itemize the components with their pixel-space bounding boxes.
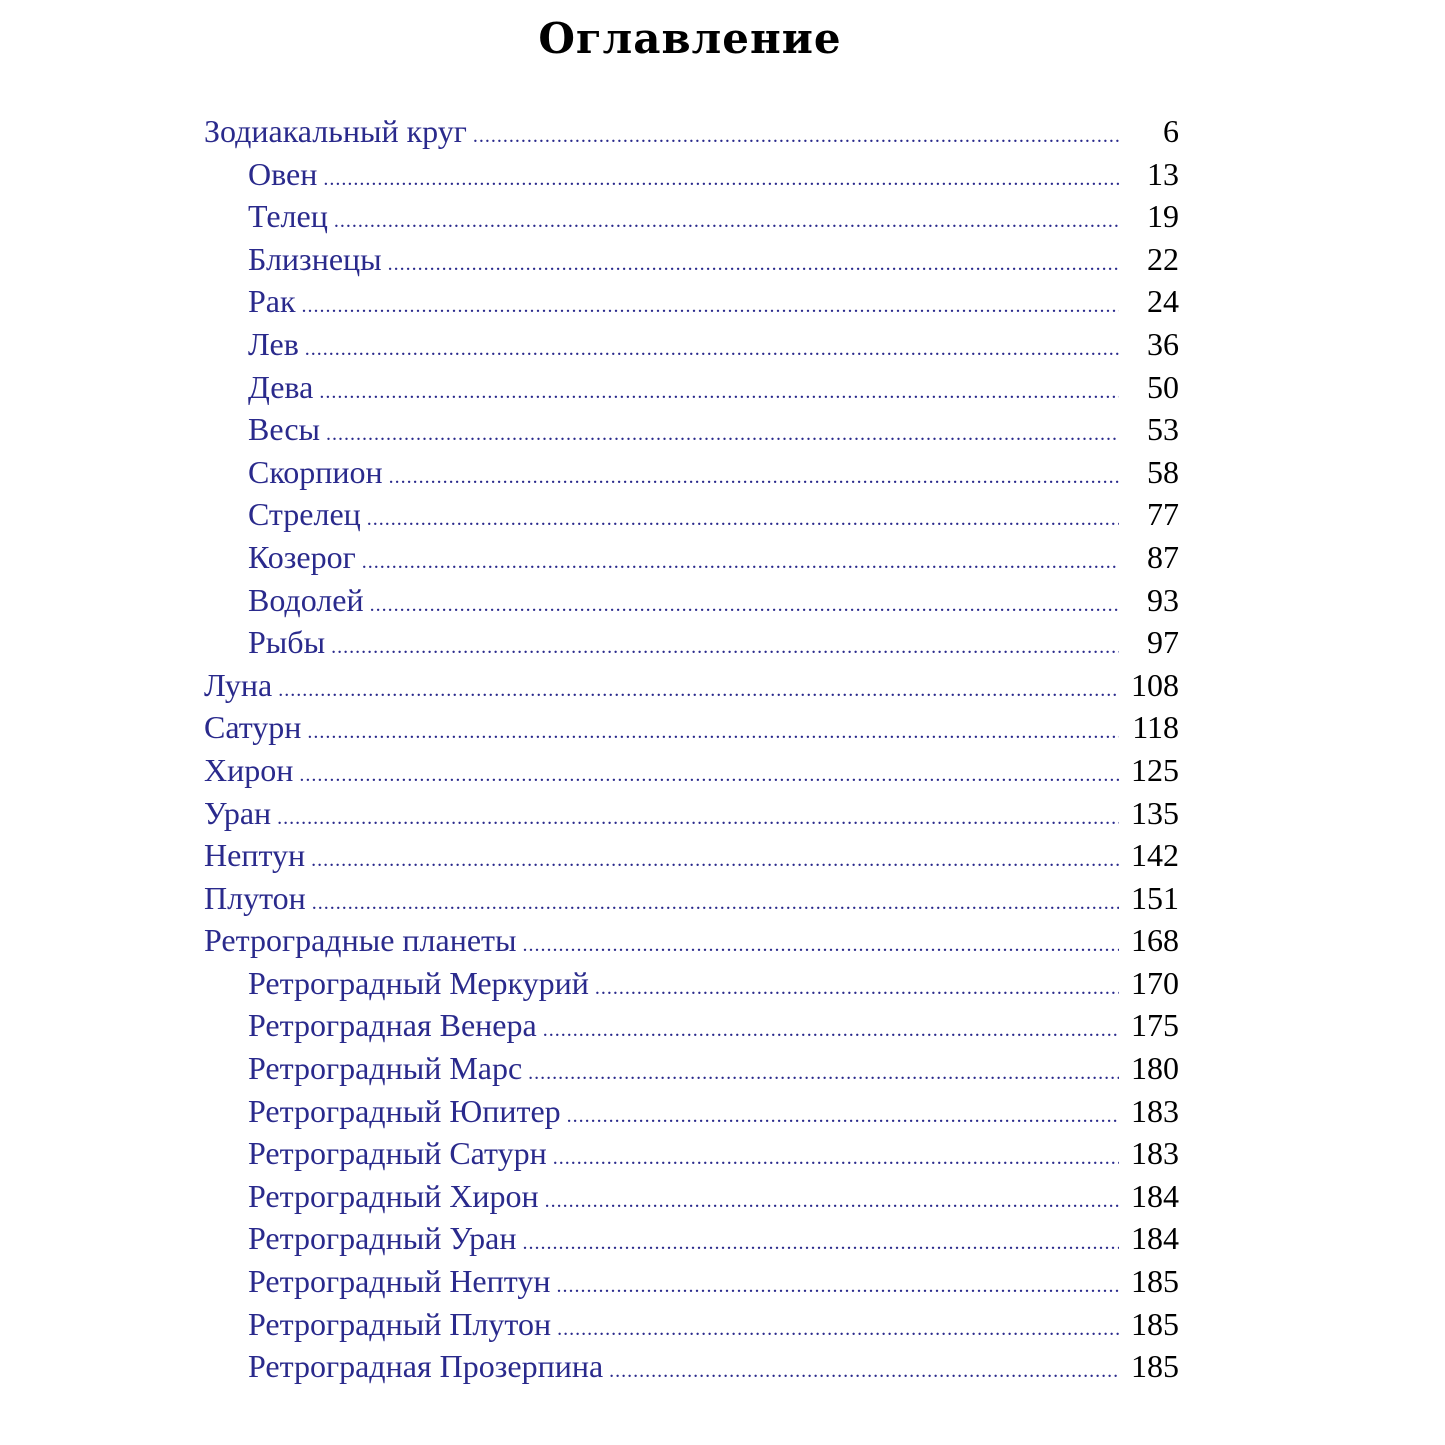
toc-entry bbox=[204, 582, 1179, 625]
toc-entry-label: Лев bbox=[248, 325, 299, 362]
dot-leader bbox=[522, 1220, 1119, 1257]
dot-leader bbox=[553, 1135, 1119, 1172]
toc-entry bbox=[204, 922, 1179, 965]
toc-entry-page-number: 19 bbox=[1147, 198, 1179, 235]
toc-entry-label: Ретроградный Сатурн bbox=[248, 1135, 547, 1172]
toc-entry bbox=[204, 411, 1179, 454]
toc-entry bbox=[204, 113, 1179, 156]
toc-entry bbox=[204, 795, 1179, 838]
dot-leader bbox=[595, 965, 1119, 1002]
dot-leader bbox=[557, 1306, 1119, 1343]
toc-entry-label: Ретроградный Меркурий bbox=[248, 964, 589, 1001]
toc-entry bbox=[204, 1178, 1179, 1221]
toc-entry-label: Хирон bbox=[204, 751, 294, 788]
toc-entry-label: Ретроградные планеты bbox=[204, 922, 517, 959]
toc-entry-label: Весы bbox=[248, 411, 321, 448]
toc-entry-page-number: 77 bbox=[1147, 496, 1179, 533]
toc-entry bbox=[204, 1007, 1179, 1050]
dot-leader bbox=[523, 922, 1120, 959]
toc-entry bbox=[204, 156, 1179, 199]
toc-entry-page-number: 175 bbox=[1131, 1007, 1179, 1044]
dot-leader bbox=[278, 667, 1119, 704]
dot-leader bbox=[543, 1007, 1119, 1044]
toc-entry bbox=[204, 369, 1179, 412]
dot-leader bbox=[473, 113, 1119, 150]
dot-leader bbox=[307, 709, 1119, 746]
toc-entry-label: Стрелец bbox=[248, 496, 361, 533]
toc-entry-label: Водолей bbox=[248, 581, 364, 618]
dot-leader bbox=[389, 454, 1119, 491]
toc-entry-label: Ретроградный Хирон bbox=[248, 1177, 539, 1214]
toc-entry-label: Дева bbox=[248, 368, 314, 405]
toc-entry-page-number: 183 bbox=[1131, 1135, 1179, 1172]
toc-entry bbox=[204, 326, 1179, 369]
toc-entry-page-number: 53 bbox=[1147, 411, 1179, 448]
toc-entry-page-number: 87 bbox=[1147, 538, 1179, 575]
toc-entry-label: Плутон bbox=[204, 879, 306, 916]
toc-entry bbox=[204, 283, 1179, 326]
toc-entry-page-number: 184 bbox=[1131, 1220, 1179, 1257]
toc-entry-label: Ретроградный Плутон bbox=[248, 1305, 552, 1342]
toc-entry bbox=[204, 1220, 1179, 1263]
toc-entry-label: Нептун bbox=[204, 837, 306, 874]
toc-entry-label: Ретроградный Уран bbox=[248, 1220, 517, 1257]
toc-entry-page-number: 118 bbox=[1132, 709, 1179, 746]
toc-entry-page-number: 168 bbox=[1131, 922, 1179, 959]
toc-entry-label: Овен bbox=[248, 155, 318, 192]
toc-entry-label: Ретроградная Венера bbox=[248, 1007, 537, 1044]
toc-entry-label: Скорпион bbox=[248, 453, 383, 490]
toc-entry bbox=[204, 1093, 1179, 1136]
toc-entry-label: Ретроградная Прозерпина bbox=[248, 1348, 604, 1385]
toc-entry bbox=[204, 198, 1179, 241]
toc-entry bbox=[204, 624, 1179, 667]
toc-entry-page-number: 50 bbox=[1147, 368, 1179, 405]
toc-entry-label: Ретроградный Марс bbox=[248, 1050, 523, 1087]
dot-leader bbox=[567, 1093, 1119, 1130]
toc-entry bbox=[204, 496, 1179, 539]
toc-entry bbox=[204, 837, 1179, 880]
toc-entry bbox=[204, 965, 1179, 1008]
toc-entry bbox=[204, 454, 1179, 497]
toc-entry-page-number: 151 bbox=[1131, 879, 1179, 916]
toc-entry-label: Рыбы bbox=[248, 624, 326, 661]
dot-leader bbox=[528, 1050, 1119, 1087]
toc-entry bbox=[204, 1135, 1179, 1178]
toc-entry-label: Ретроградный Юпитер bbox=[248, 1092, 561, 1129]
toc-entry-page-number: 125 bbox=[1131, 751, 1179, 788]
toc-entry-label: Телец bbox=[248, 198, 328, 235]
dot-leader bbox=[302, 283, 1119, 320]
toc-entry-label: Близнецы bbox=[248, 240, 382, 277]
dot-leader bbox=[312, 880, 1119, 917]
dot-leader bbox=[388, 241, 1119, 278]
dot-leader bbox=[277, 795, 1119, 832]
dot-leader bbox=[323, 156, 1119, 193]
toc-entry-page-number: 185 bbox=[1131, 1263, 1179, 1300]
toc-entry-label: Зодиакальный круг bbox=[204, 113, 467, 149]
dot-leader bbox=[311, 837, 1119, 874]
toc-entry bbox=[204, 1306, 1179, 1349]
dot-leader bbox=[362, 539, 1119, 576]
toc-entry bbox=[204, 880, 1179, 923]
toc-entry-label: Рак bbox=[248, 283, 296, 320]
toc-entry-page-number: 135 bbox=[1131, 794, 1179, 831]
table-of-contents bbox=[204, 113, 1179, 1391]
toc-entry bbox=[204, 1348, 1179, 1391]
page-title: Оглавление bbox=[538, 14, 842, 63]
dot-leader bbox=[367, 496, 1119, 533]
dot-leader bbox=[319, 369, 1119, 406]
toc-entry-page-number: 108 bbox=[1131, 666, 1179, 703]
dot-leader bbox=[545, 1178, 1119, 1215]
toc-entry-label: Луна bbox=[204, 666, 273, 703]
toc-entry-label: Козерог bbox=[248, 538, 356, 575]
toc-entry bbox=[204, 241, 1179, 284]
dot-leader bbox=[556, 1263, 1119, 1300]
dot-leader bbox=[370, 582, 1119, 619]
toc-entry bbox=[204, 539, 1179, 582]
toc-entry bbox=[204, 709, 1179, 752]
toc-entry-page-number: 24 bbox=[1147, 283, 1179, 320]
toc-entry-page-number: 13 bbox=[1147, 155, 1179, 192]
toc-entry-label: Уран bbox=[204, 794, 272, 831]
toc-entry-page-number: 185 bbox=[1131, 1305, 1179, 1342]
dot-leader bbox=[299, 752, 1119, 789]
toc-entry-page-number: 184 bbox=[1131, 1177, 1179, 1214]
dot-leader bbox=[331, 624, 1119, 661]
toc-entry bbox=[204, 667, 1179, 710]
toc-entry-page-number: 93 bbox=[1147, 581, 1179, 618]
dot-leader bbox=[305, 326, 1119, 363]
toc-entry-label: Сатурн bbox=[204, 709, 302, 746]
toc-entry-page-number: 180 bbox=[1131, 1050, 1179, 1087]
toc-entry-page-number: 170 bbox=[1131, 964, 1179, 1001]
toc-entry bbox=[204, 1263, 1179, 1306]
toc-entry-page-number: 183 bbox=[1131, 1092, 1179, 1129]
toc-entry-page-number: 58 bbox=[1147, 453, 1179, 490]
toc-entry-page-number: 6 bbox=[1163, 113, 1179, 149]
dot-leader bbox=[326, 411, 1119, 448]
toc-entry-page-number: 142 bbox=[1131, 837, 1179, 874]
dot-leader bbox=[609, 1348, 1119, 1385]
toc-entry bbox=[204, 752, 1179, 795]
toc-entry-page-number: 36 bbox=[1147, 325, 1179, 362]
toc-entry-page-number: 97 bbox=[1147, 624, 1179, 661]
toc-entry-page-number: 185 bbox=[1131, 1348, 1179, 1385]
toc-entry bbox=[204, 1050, 1179, 1093]
toc-entry-page-number: 22 bbox=[1147, 240, 1179, 277]
toc-entry-label: Ретроградный Нептун bbox=[248, 1263, 551, 1300]
dot-leader bbox=[334, 198, 1119, 235]
